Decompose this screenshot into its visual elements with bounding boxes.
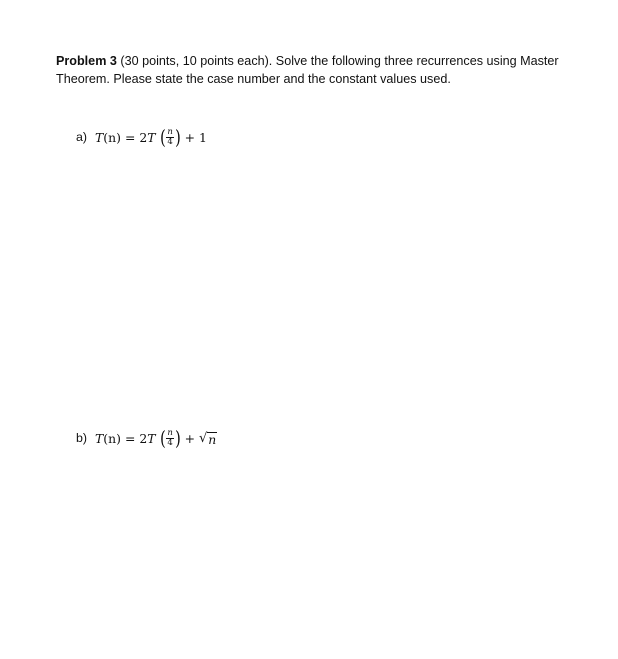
- recurrence-b-equation: [95, 428, 217, 448]
- plus-sign: +: [184, 430, 195, 446]
- right-paren: ): [174, 426, 181, 450]
- recurrence-a-label: a): [76, 130, 88, 144]
- additive-term: 1: [199, 129, 207, 145]
- recursive-function: T: [147, 129, 156, 145]
- fraction: [166, 128, 173, 147]
- equals-sign: =: [124, 430, 136, 446]
- fraction: [166, 429, 173, 448]
- right-paren: ): [174, 125, 181, 149]
- fraction-numerator: n: [167, 126, 173, 137]
- problem-instructions: (30 points, 10 points each). Solve the following three recurrences using Master Theorem. Please state the case number and the constant values used.: [56, 54, 559, 86]
- radical-sign: √: [199, 430, 208, 446]
- recurrence-a: [76, 124, 207, 150]
- left-paren: (: [159, 426, 166, 450]
- fraction-numerator: n: [167, 427, 173, 438]
- fraction-denominator: 4: [167, 437, 173, 448]
- coefficient: 2: [139, 430, 148, 446]
- left-paren: (: [159, 125, 166, 149]
- radicand: n: [208, 431, 217, 447]
- equals-sign: =: [124, 129, 136, 145]
- recursive-function: T: [147, 430, 156, 446]
- plus-sign: +: [184, 129, 195, 145]
- recurrence-b-label: b): [76, 431, 88, 445]
- problem-statement: [56, 52, 576, 88]
- lhs-argument: (n): [103, 430, 121, 446]
- fraction-denominator: 4: [167, 136, 173, 147]
- recurrence-a-equation: [95, 127, 207, 147]
- recurrence-b: [76, 425, 217, 451]
- lhs-function: T: [95, 430, 104, 446]
- lhs-function: T: [95, 129, 104, 145]
- problem-heading: Problem 3: [56, 54, 117, 68]
- square-root: [199, 431, 217, 446]
- coefficient: 2: [139, 129, 148, 145]
- lhs-argument: (n): [103, 129, 121, 145]
